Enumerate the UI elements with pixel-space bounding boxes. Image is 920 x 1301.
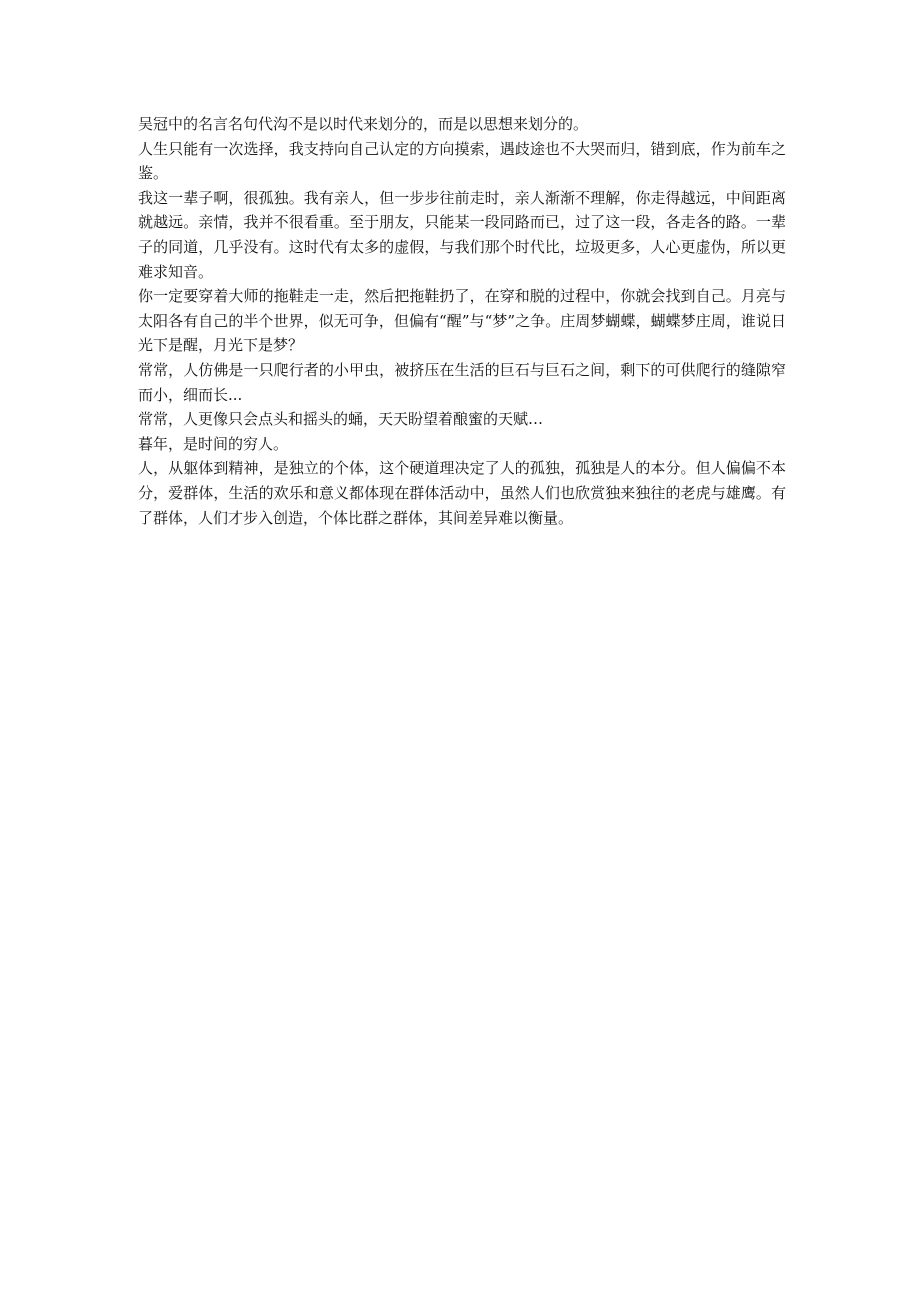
document-body	[138, 112, 786, 530]
paragraph-8: 人，从躯体到精神，是独立的个体，这个硬道理决定了人的孤独，孤独是人的本分。但人偏偏不本分，爱群体，生活的欢乐和意义都体现在群体活动中，虽然人们也欣赏独来独往的老虎与雄鹰。有了群体，人们才步入创造，个体比群之群体，其间差异难以衡量。	[138, 459, 786, 527]
paragraph-4: 你一定要穿着大师的拖鞋走一走，然后把拖鞋扔了，在穿和脱的过程中，你就会找到自己。月亮与太阳各有自己的半个世界，似无可争，但偏有“醒”与“梦”之争。庄周梦蝴蝶，蝴蝶梦庄周，谁说日光下是醒，月光下是梦？	[138, 287, 786, 355]
paragraph-6: 常常，人更像只会点头和摇头的蛹，天天盼望着酿蜜的天赋…	[138, 410, 544, 429]
paragraph-3: 我这一辈子啊，很孤独。我有亲人，但一步步往前走时，亲人渐渐不理解，你走得越远，中间距离就越远。亲情，我并不很看重。至于朋友，只能某一段同路而已，过了这一段，各走各的路。一辈子的同道，几乎没有。这时代有太多的虚假，与我们那个时代比，垃圾更多，人心更虚伪，所以更难求知音。	[138, 188, 786, 281]
paragraph-2: 人生只能有一次选择，我支持向自己认定的方向摸索，遇歧途也不大哭而归，错到底，作为前车之鉴。	[138, 139, 786, 183]
paragraph-7: 暮年，是时间的穷人。	[138, 434, 289, 453]
paragraph-1: 吴冠中的名言名句代沟不是以时代来划分的，而是以思想来划分的。	[138, 115, 589, 133]
paragraph-5: 常常，人仿佛是一只爬行者的小甲虫，被挤压在生活的巨石与巨石之间，剩下的可供爬行的缝隙窄而小，细而长...	[138, 360, 786, 404]
